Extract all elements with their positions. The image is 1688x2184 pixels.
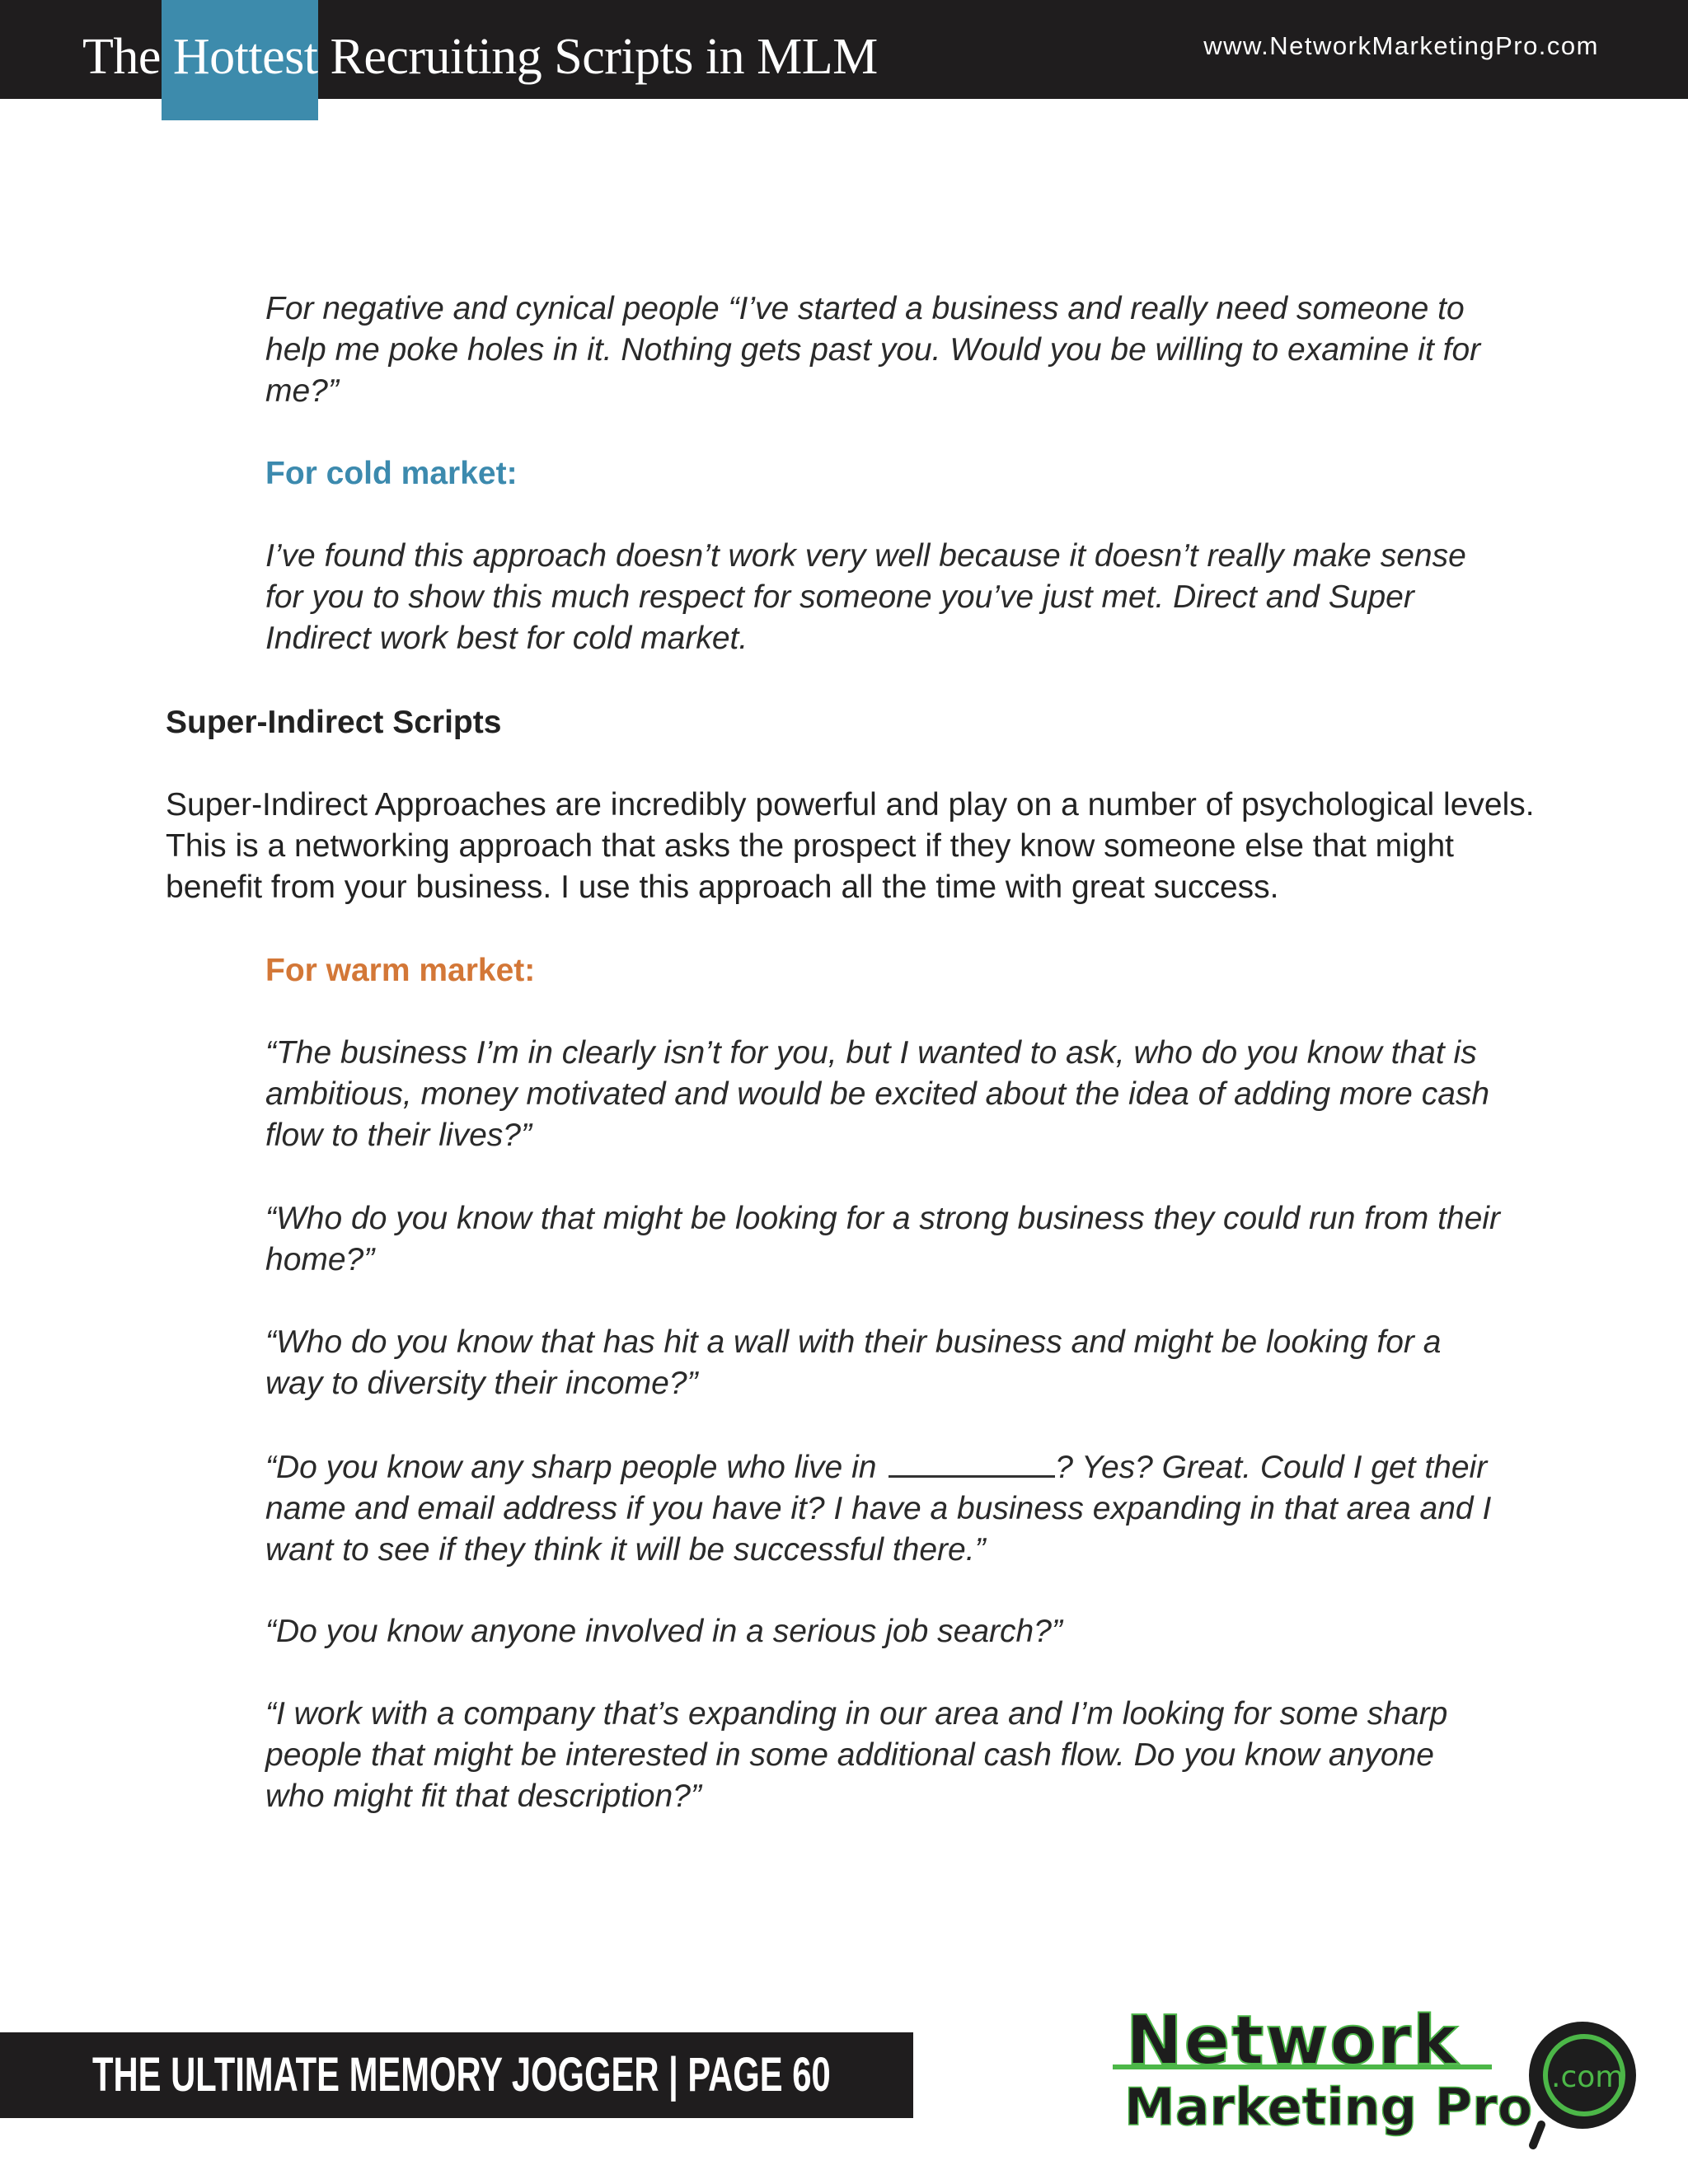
logo-word-network: Network (1126, 2002, 1460, 2080)
network-marketing-pro-logo (1104, 2001, 1648, 2158)
footer-page-label: THE ULTIMATE MEMORY JOGGER | PAGE 60 (92, 2048, 831, 2102)
title-rest: Recruiting Scripts in MLM (330, 29, 878, 85)
header-title (82, 20, 878, 94)
cold-market-heading: For cold market: (265, 456, 518, 491)
logo-cord (1533, 2125, 1541, 2145)
script-sharp-people-end: ? Yes? Great. Could I get their name and email address if you have it? I have a business expanding in that area and I want to see if they think it will be successful there.” (265, 1450, 1492, 1568)
location-blank (889, 1446, 1055, 1478)
script-ambitious: “The business I’m in clearly isn’t for you, but I wanted to ask, who do you know that is ambitious, money motivated and would be excited about the idea of adding more cash flow to their lives?” (265, 1035, 1490, 1153)
section-intro-paragraph: Super-Indirect Approaches are incredibly powerful and play on a number of psychological levels. This is a networking approach that asks the prospect if they know someone else that might benefit from your business. I use this approach all the time with great success. (166, 787, 1535, 905)
negative-script-paragraph: For negative and cynical people “I’ve started a business and really need someone to help me poke holes in it. Nothing gets past you. Would you be willing to examine it for me?” (265, 291, 1481, 409)
script-sharp-people (265, 1446, 1502, 1571)
script-job-search: “Do you know anyone involved in a serious job search?” (265, 1614, 1062, 1649)
script-expanding-company: “I work with a company that’s expanding in our area and I’m looking for some sharp people that might be interested in some additional cash flow. Do you know anyone who might fit that description?” (265, 1696, 1448, 1814)
header-url: www.NetworkMarketingPro.com (1203, 31, 1599, 60)
logo-word-marketing-pro: Marketing Pro (1124, 2077, 1533, 2137)
warm-market-heading: For warm market: (265, 953, 536, 988)
script-diversify-income: “Who do you know that has hit a wall with their business and might be looking for a way to diversity their income?” (265, 1324, 1442, 1401)
cold-market-paragraph: I’ve found this approach doesn’t work very well because it doesn’t really make sense for you to show this much respect for someone you’ve just met. Direct and Super Indirect work best for cold market. (265, 538, 1466, 656)
title-word-hottest: Hottest (172, 29, 318, 85)
script-sharp-people-start: “Do you know any sharp people who live in (265, 1450, 877, 1485)
section-heading: Super-Indirect Scripts (166, 705, 502, 740)
script-home-business: “Who do you know that might be looking for a strong business they could run from their home?” (265, 1201, 1500, 1277)
logo-dot-com: .com (1551, 2060, 1625, 2094)
title-word-the: The (82, 29, 161, 85)
